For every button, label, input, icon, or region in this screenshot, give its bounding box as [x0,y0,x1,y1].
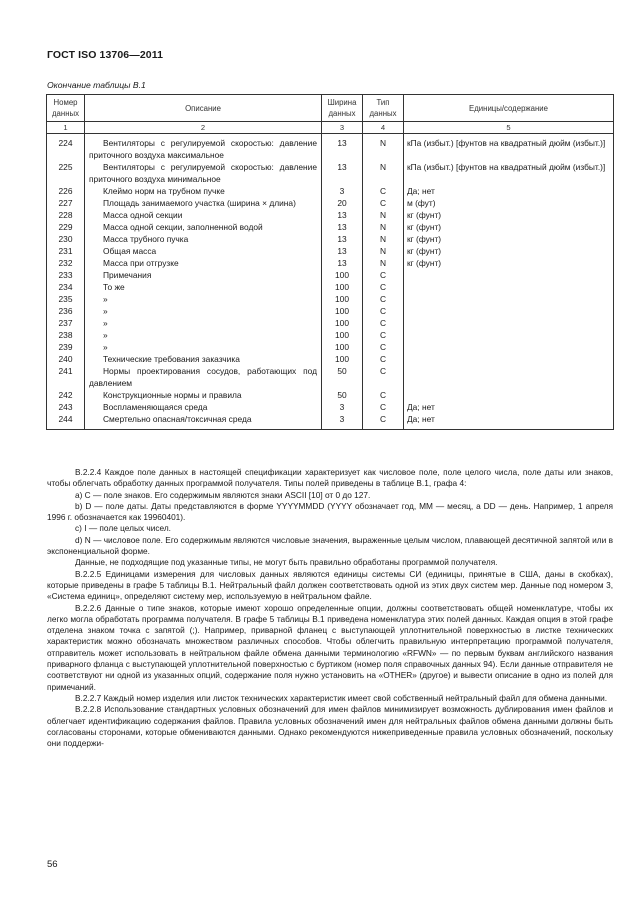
data-table [46,94,614,430]
cell-description [85,305,322,317]
cell-type-text: N [379,162,387,172]
cell-type-text: C [379,318,387,328]
cell-type [363,389,404,401]
cell-type-text: C [379,414,387,424]
cell-description-text: Примечания [103,270,152,280]
cell-units [404,305,614,317]
cell-number [47,134,85,162]
cell-description-text: Смертельно опасная/токсичная среда [103,414,252,424]
cell-number [47,329,85,341]
cell-units [404,233,614,245]
cell-number [47,221,85,233]
cell-units [404,221,614,233]
table-row [47,341,614,353]
table-row [47,281,614,293]
cell-number [47,317,85,329]
cell-width-text: 100 [335,282,349,292]
cell-description [85,257,322,269]
cell-type-text: N [379,258,387,268]
cell-type [363,317,404,329]
cell-width-text: 3 [339,402,345,412]
cell-units-text: кг (фунт) [407,234,442,244]
cell-type [363,341,404,353]
table-row [47,353,614,365]
cell-units [404,161,614,185]
cell-type-text: N [379,138,387,148]
cell-type [363,281,404,293]
cell-description-text: Нормы проектирования сосудов, работающих под давлением [89,366,317,388]
paragraph: В.2.2.7 Каждый номер изделия или листок технических характеристик имеет свой собственный нейтральный файл для обмена данными. [75,692,608,703]
cell-width-text: 13 [337,246,347,256]
cell-number [47,389,85,401]
cell-number [47,365,85,389]
cell-number-text: 228 [58,210,73,220]
cell-width [322,401,363,413]
cell-width [322,134,363,162]
cell-description-text: » [103,330,108,340]
cell-units [404,389,614,401]
cell-type [363,185,404,197]
cell-type [363,353,404,365]
cell-units-text: кг (фунт) [407,258,442,268]
table-row [47,329,614,341]
cell-units [404,197,614,209]
table-row [47,365,614,389]
cell-number [47,209,85,221]
cell-width-text: 100 [335,330,349,340]
cell-description-text: Масса трубного пучка [103,234,189,244]
cell-width [322,257,363,269]
cell-description-text: Воспламеняющаяся среда [103,402,208,412]
paragraph: c) I — поле целых чисел. [75,523,171,534]
table-caption: Окончание таблицы В.1 [47,80,146,90]
cell-width-text: 20 [337,198,347,208]
cell-units-text: кг (фунт) [407,210,442,220]
cell-number-text: 239 [58,342,73,352]
cell-units [404,185,614,197]
column-number-4: 4 [363,122,404,134]
cell-number [47,401,85,413]
cell-number-text: 238 [58,330,73,340]
column-number-2: 2 [85,122,322,134]
table-row [47,401,614,413]
cell-width [322,221,363,233]
cell-width-text: 50 [337,390,347,400]
cell-width-text: 13 [337,222,347,232]
cell-number [47,161,85,185]
cell-description [85,353,322,365]
table-row [47,185,614,197]
cell-width [322,197,363,209]
cell-units [404,134,614,162]
cell-description [85,221,322,233]
cell-description [85,269,322,281]
cell-type [363,221,404,233]
cell-width-text: 3 [339,186,345,196]
cell-number-text: 233 [58,270,73,280]
cell-number [47,185,85,197]
cell-width-text: 100 [335,294,349,304]
cell-type [363,269,404,281]
cell-type [363,305,404,317]
cell-description-text: Площадь занимаемого участка (ширина × длина) [103,198,296,208]
cell-width-text: 13 [337,258,347,268]
cell-number [47,293,85,305]
table-row [47,305,614,317]
cell-number-text: 234 [58,282,73,292]
cell-description-text: » [103,294,108,304]
cell-width [322,389,363,401]
paragraph: b) D — поле даты. Даты представляются в форме YYYYMMDD (YYYY обозначает год, MM — месяц, а DD — день. Например, 1 апреля 1996 г. обозначается как 19960401). [47,500,613,523]
paragraph: d) N — числовое поле. Его содержимым являются числовые значения, выраженные целым числом, плавающей десятичной запятой или в экспоненциальной форме. [47,534,613,557]
cell-width [322,233,363,245]
cell-number [47,413,85,430]
cell-description-text: Вентиляторы с регулируемой скоростью: давление приточного воздуха максимальное [89,138,317,160]
cell-type [363,197,404,209]
cell-width [322,293,363,305]
cell-number-text: 231 [58,246,73,256]
cell-number [47,341,85,353]
cell-units [404,257,614,269]
cell-type-text: C [379,402,387,412]
cell-description-text: Масса одной секции [103,210,183,220]
cell-number [47,281,85,293]
cell-width-text: 13 [337,210,347,220]
cell-number-text: 227 [58,198,73,208]
cell-number-text: 224 [58,138,73,148]
cell-units-text: кг (фунт) [407,222,442,232]
cell-number-text: 236 [58,306,73,316]
cell-description [85,401,322,413]
column-header-width: Ширина данных [322,95,363,122]
cell-type-text: C [379,306,387,316]
cell-units [404,353,614,365]
cell-description [85,341,322,353]
cell-number-text: 242 [58,390,73,400]
cell-number-text: 244 [58,414,73,424]
cell-width [322,341,363,353]
cell-units [404,365,614,389]
cell-width-text: 100 [335,354,349,364]
column-number-1: 1 [47,122,85,134]
body-text [47,467,613,749]
cell-width [322,365,363,389]
cell-description-text: Вентиляторы с регулируемой скоростью: давление приточного воздуха минимальное [89,162,317,184]
cell-units-text: кПа (избыт.) [фунтов на квадратный дюйм (избыт.)] [407,138,606,148]
cell-type [363,161,404,185]
cell-number [47,245,85,257]
cell-type-text: C [379,270,387,280]
cell-type [363,365,404,389]
cell-number-text: 230 [58,234,73,244]
table-row [47,389,614,401]
cell-type [363,209,404,221]
cell-description [85,329,322,341]
paragraph: В.2.2.8 Использование стандартных условных обозначений для имен файлов минимизирует возможность дублирования имен файлов и облегчает идентификацию содержания файлов. Правила условных обозначений имен для нейтральных файлов обмена данными должны быть согласованы сторонами, которые обмениваются данными. Однако рекомендуются нижеприведенные правила условных обозначений, поскольку они поддержи- [47,704,613,749]
cell-description-text: Масса при отгрузке [103,258,179,268]
cell-description [85,317,322,329]
cell-number-text: 225 [58,162,73,172]
cell-number-text: 226 [58,186,73,196]
cell-description [85,245,322,257]
cell-units [404,293,614,305]
cell-width-text: 100 [335,306,349,316]
standard-header: ГОСТ ISO 13706—2011 [47,49,164,61]
cell-width-text: 50 [337,366,347,376]
cell-width [322,329,363,341]
cell-width-text: 100 [335,342,349,352]
cell-description [85,233,322,245]
cell-width-text: 13 [337,234,347,244]
cell-units [404,341,614,353]
cell-units [404,317,614,329]
column-header-type: Тип данных [363,95,404,122]
cell-number-text: 237 [58,318,73,328]
cell-width [322,281,363,293]
cell-width-text: 100 [335,318,349,328]
cell-width [322,269,363,281]
cell-type-text: C [379,198,387,208]
cell-width [322,245,363,257]
column-number-3: 3 [322,122,363,134]
cell-description [85,134,322,162]
cell-type-text: N [379,234,387,244]
cell-type-text: N [379,210,387,220]
cell-description-text: Клеймо норм на трубном пучке [103,186,225,196]
cell-type [363,245,404,257]
cell-units-text: Да; нет [407,186,435,196]
cell-number [47,353,85,365]
cell-units [404,401,614,413]
cell-units [404,209,614,221]
cell-description-text: » [103,342,108,352]
cell-type-text: C [379,186,387,196]
table-row [47,257,614,269]
cell-description-text: Масса одной секции, заполненной водой [103,222,263,232]
cell-type-text: C [379,294,387,304]
cell-description [85,209,322,221]
column-header-description: Описание [85,95,322,122]
cell-units-text: Да; нет [407,414,435,424]
paragraph: a) C — поле знаков. Его содержимым являются знаки ASCII [10] от 0 до 127. [75,489,371,500]
table-row [47,161,614,185]
paragraph: В.2.2.6 Данные о типе знаков, которые имеют хорошо определенные опции, должны соответствовать общей номенклатуре, чтобы их легко могла обработать программа получателя. В графе 5 таблицы В.1 приведена номенклатура этих полей данных. Каждая опция в этой графе отделена знаком точка с запятой (;). Например, приварной фланец с выступающей уплотнительной поверхностью в листке технических характеристик можно обозначать множеством различных способов. Чтобы облегчить правильную интерпретацию программой получателя, отправитель может использовать в нейтральном файле обмена данными терминологию «RFWN» — по первым буквам английского названия приварного фланца с выступающей уплотнительной поверхностью с буртиком (номер поля справочных данных 94). Если данные отправителя не соответствуют ни одной из указанных опций, содержание поля нужно установить на «OTHER» (другое) и вывести описание в одно из полей для примечаний. [47,602,613,692]
table-row [47,197,614,209]
cell-type-text: C [379,354,387,364]
cell-number-text: 229 [58,222,73,232]
cell-description-text: » [103,318,108,328]
table-body [47,134,614,430]
cell-type-text: N [379,222,387,232]
cell-units-text: кПа (избыт.) [фунтов на квадратный дюйм (избыт.)] [407,162,606,172]
cell-number-text: 241 [58,366,73,376]
cell-type [363,134,404,162]
cell-description [85,197,322,209]
column-header-units: Единицы/содержание [404,95,614,122]
cell-description-text: Конструкционные нормы и правила [103,390,242,400]
cell-number [47,269,85,281]
cell-width [322,305,363,317]
cell-units-text: кг (фунт) [407,246,442,256]
cell-type [363,257,404,269]
cell-type [363,413,404,430]
cell-description-text: То же [103,282,125,292]
cell-description-text: Технические требования заказчика [103,354,240,364]
cell-description [85,281,322,293]
cell-width [322,317,363,329]
column-header-number: Номер данных [47,95,85,122]
table-row [47,221,614,233]
cell-number [47,257,85,269]
cell-width-text: 13 [337,162,347,172]
cell-units-text: Да; нет [407,402,435,412]
cell-type-text: C [379,282,387,292]
cell-units [404,281,614,293]
cell-number-text: 232 [58,258,73,268]
cell-type-text: C [379,330,387,340]
cell-number-text: 243 [58,402,73,412]
table-row [47,317,614,329]
cell-units-text: м (фут) [407,198,436,208]
cell-width [322,209,363,221]
cell-description [85,161,322,185]
cell-type-text: C [379,342,387,352]
cell-width [322,161,363,185]
paragraph: В.2.2.4 Каждое поле данных в настоящей спецификации характеризует как числовое поле, поле целого числа, поле даты или знаков, чтобы облегчать обработку данных программой получателя. Типы полей приведены в таблице В.1, графа 4: [47,467,613,489]
cell-units [404,413,614,430]
cell-description [85,185,322,197]
cell-number-text: 235 [58,294,73,304]
cell-description-text: » [103,306,108,316]
table-row [47,293,614,305]
table-row [47,245,614,257]
table-row [47,413,614,430]
table-row [47,134,614,162]
cell-width-text: 100 [335,270,349,280]
cell-type [363,233,404,245]
cell-description [85,413,322,430]
cell-width-text: 3 [339,414,345,424]
cell-width-text: 13 [337,138,347,148]
cell-description [85,365,322,389]
cell-type-text: N [379,246,387,256]
cell-type [363,293,404,305]
cell-width [322,413,363,430]
cell-number [47,305,85,317]
paragraph: В.2.2.5 Единицами измерения для числовых данных являются единицы системы СИ (единицы, принятые в США, даны в скобках), которые приведены в графе 5 таблицы В.1. Нейтральный файл должен соответствовать одной из этих двух систем мер. Данные под номером 3, «Система единиц», определяют систему мер, используемую в нейтральном файле. [47,568,613,602]
table-row [47,233,614,245]
cell-number-text: 240 [58,354,73,364]
cell-type-text: C [379,366,387,376]
cell-units [404,245,614,257]
page-number: 56 [47,859,58,870]
column-number-5: 5 [404,122,614,134]
cell-number [47,233,85,245]
cell-type-text: C [379,390,387,400]
paragraph: Данные, не подходящие под указанные типы, не могут быть правильно обработаны программой получателя. [75,557,498,568]
cell-description-text: Общая масса [103,246,157,256]
cell-width [322,353,363,365]
cell-type [363,329,404,341]
cell-width [322,185,363,197]
table-row [47,269,614,281]
cell-units [404,269,614,281]
cell-type [363,401,404,413]
cell-description [85,293,322,305]
cell-number [47,197,85,209]
table-row [47,209,614,221]
cell-description [85,389,322,401]
cell-units [404,329,614,341]
